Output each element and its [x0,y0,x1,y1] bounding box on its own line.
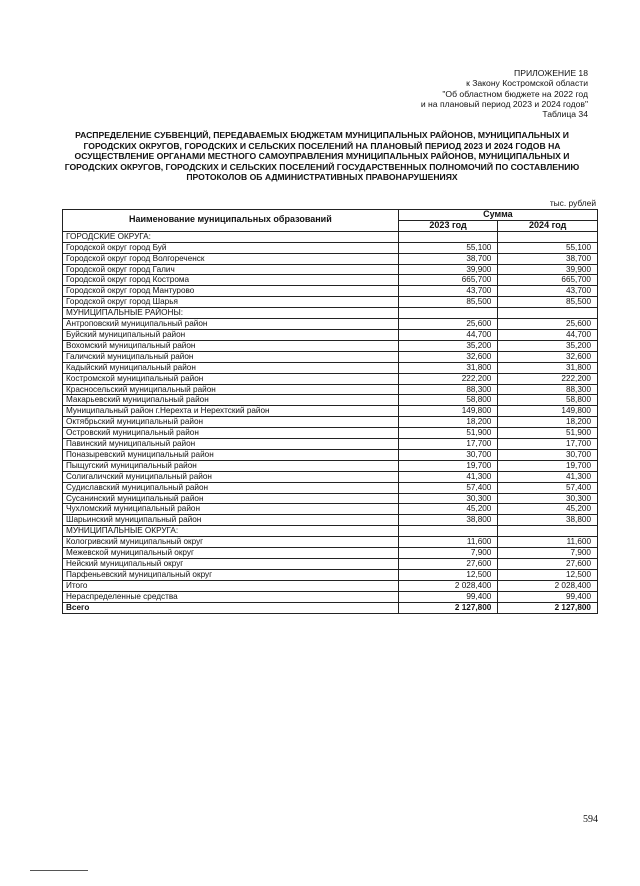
row-value-2023: 35,200 [398,340,498,351]
table-header-row [63,210,598,221]
row-value-2023: 222,200 [398,373,498,384]
row-value-2024: 88,300 [498,384,598,395]
table-row [63,482,598,493]
row-value-2023: 38,800 [398,515,498,526]
row-name: Парфеньевский муниципальный округ [63,569,399,580]
table-row [63,417,598,428]
table-row [63,493,598,504]
table-row [63,395,598,406]
row-name: Макарьевский муниципальный район [63,395,399,406]
row-value-2024: 38,700 [498,253,598,264]
table-row [63,231,598,242]
table-row [63,253,598,264]
table-row [63,264,598,275]
row-value-2024: 99,400 [498,591,598,602]
row-value-2023 [398,526,498,537]
row-value-2023: 85,500 [398,297,498,308]
table-row [63,428,598,439]
row-name: Городской округ город Волгореченск [63,253,399,264]
table-row [63,569,598,580]
row-value-2023: 41,300 [398,471,498,482]
row-value-2024: 11,600 [498,537,598,548]
document-title: РАСПРЕДЕЛЕНИЕ СУБВЕНЦИЙ, ПЕРЕДАВАЕМЫХ БЮДЖЕТАМ МУНИЦИПАЛЬНЫХ РАЙОНОВ, МУНИЦИПАЛЬНЫХ И ГОРОДСКИХ ОКРУГОВ, ГОРОДСКИХ И СЕЛЬСКИХ ПОСЕЛЕНИЙ НА ПЛАНОВЫЙ ПЕРИОД 2023 И 2024 ГОДОВ НА ОСУЩЕСТВЛЕНИЕ ОРГАНАМИ МЕСТНОГО САМОУПРАВЛЕНИЯ МУНИЦИПАЛЬНЫХ РАЙОНОВ, МУНИЦИПАЛЬНЫХ И ГОРОДСКИХ ОКРУГОВ, ГОРОДСКИХ И СЕЛЬСКИХ ПОСЕЛЕНИЙ ГОСУДАРСТВЕННЫХ ПОЛНОМОЧИЙ ПО СОСТАВЛЕНИЮ ПРОТОКОЛОВ ОБ АДМИНИСТРАТИВНЫХ ПРАВОНАРУШЕНИЯХ [64,130,580,183]
table-row [63,548,598,559]
table-row [63,471,598,482]
column-header-name: Наименование муниципальных образований [63,210,399,232]
row-value-2024: 39,900 [498,264,598,275]
row-name: Костромской муниципальный район [63,373,399,384]
row-value-2023: 7,900 [398,548,498,559]
appendix-number: ПРИЛОЖЕНИЕ 18 [514,68,588,78]
row-value-2023: 30,700 [398,449,498,460]
row-name: Чухломский муниципальный район [63,504,399,515]
row-value-2023: 51,900 [398,428,498,439]
table-row [63,449,598,460]
row-name: Межевской муниципальный округ [63,548,399,559]
table-row [63,504,598,515]
row-value-2024: 12,500 [498,569,598,580]
row-value-2024: 85,500 [498,297,598,308]
row-value-2023: 18,200 [398,417,498,428]
row-value-2023: 2 127,800 [398,602,498,613]
table-row [63,319,598,330]
row-value-2024 [498,231,598,242]
row-name: Нераспределенные средства [63,591,399,602]
table-row [63,340,598,351]
row-value-2024 [498,526,598,537]
row-name: Поназыревский муниципальный район [63,449,399,460]
table-row [63,591,598,602]
row-name: Сусанинский муниципальный район [63,493,399,504]
row-value-2024: 44,700 [498,329,598,340]
row-name: Красносельский муниципальный район [63,384,399,395]
row-name: Октябрьский муниципальный район [63,417,399,428]
table-row [63,308,598,319]
row-value-2023: 31,800 [398,362,498,373]
row-value-2023: 38,700 [398,253,498,264]
row-value-2024: 38,800 [498,515,598,526]
row-value-2024: 55,100 [498,242,598,253]
row-value-2024: 30,300 [498,493,598,504]
table-row [63,526,598,537]
row-value-2023: 88,300 [398,384,498,395]
row-name: Городской округ город Кострома [63,275,399,286]
row-name: Городской округ город Галич [63,264,399,275]
appendix-header [288,68,588,119]
appendix-law-ref: к Закону Костромской области [466,78,588,89]
row-name: Кологривский муниципальный округ [63,537,399,548]
row-value-2023: 149,800 [398,406,498,417]
table-row [63,406,598,417]
row-name: Вохомский муниципальный район [63,340,399,351]
column-header-2024: 2024 год [498,220,598,231]
row-value-2024: 41,300 [498,471,598,482]
row-value-2024: 665,700 [498,275,598,286]
row-value-2023: 2 028,400 [398,580,498,591]
row-value-2023: 11,600 [398,537,498,548]
row-value-2024: 30,700 [498,449,598,460]
units-label: тыс. рублей [549,198,596,208]
appendix-law-period: и на плановый период 2023 и 2024 годов" [420,98,588,109]
row-name: Островский муниципальный район [63,428,399,439]
row-value-2023: 17,700 [398,439,498,450]
footer-rule [30,870,88,871]
table-row [63,515,598,526]
row-name: Шарьинский муниципальный район [63,515,399,526]
row-value-2024: 7,900 [498,548,598,559]
row-value-2023: 665,700 [398,275,498,286]
row-value-2024 [498,308,598,319]
row-value-2024: 35,200 [498,340,598,351]
row-value-2024: 58,800 [498,395,598,406]
table-row [63,580,598,591]
column-header-2023: 2023 год [398,220,498,231]
row-name: Антроповский муниципальный район [63,319,399,330]
row-name: Павинский муниципальный район [63,439,399,450]
row-value-2024: 57,400 [498,482,598,493]
row-value-2023: 39,900 [398,264,498,275]
row-value-2023: 12,500 [398,569,498,580]
row-name: Пыщугский муниципальный район [63,460,399,471]
row-name: Муниципальный район г.Нерехта и Нерехтский район [63,406,399,417]
row-value-2023: 55,100 [398,242,498,253]
table-row [63,329,598,340]
row-value-2023 [398,231,498,242]
row-name: Всего [63,602,399,613]
row-name: Городской округ город Мантурово [63,286,399,297]
table-row [63,559,598,570]
table-row [63,297,598,308]
row-value-2024: 2 028,400 [498,580,598,591]
row-value-2023: 45,200 [398,504,498,515]
row-name: Городской округ город Шарья [63,297,399,308]
row-name: МУНИЦИПАЛЬНЫЕ ОКРУГА: [63,526,399,537]
row-value-2024: 2 127,800 [498,602,598,613]
row-value-2023: 44,700 [398,329,498,340]
row-value-2024: 25,600 [498,319,598,330]
row-value-2024: 18,200 [498,417,598,428]
row-name: Галичский муниципальный район [63,351,399,362]
table-row [63,242,598,253]
row-value-2023 [398,308,498,319]
row-value-2024: 45,200 [498,504,598,515]
row-name: Буйский муниципальный район [63,329,399,340]
row-value-2024: 149,800 [498,406,598,417]
table-row [63,460,598,471]
row-value-2023: 25,600 [398,319,498,330]
row-value-2024: 51,900 [498,428,598,439]
row-value-2023: 30,300 [398,493,498,504]
row-name: Кадыйский муниципальный район [63,362,399,373]
table-row [63,384,598,395]
row-value-2024: 27,600 [498,559,598,570]
subsidy-table [62,209,598,614]
row-name: Городской округ город Буй [63,242,399,253]
row-value-2023: 19,700 [398,460,498,471]
appendix-law-title: "Об областном бюджете на 2022 год [442,88,588,99]
row-name: Нейский муниципальный округ [63,559,399,570]
row-name: Судиславский муниципальный район [63,482,399,493]
table-row [63,362,598,373]
row-value-2024: 43,700 [498,286,598,297]
column-header-sum: Сумма [398,210,597,221]
row-value-2023: 58,800 [398,395,498,406]
row-value-2024: 222,200 [498,373,598,384]
table-row [63,537,598,548]
table-number: Таблица 34 [542,109,588,120]
row-name: ГОРОДСКИЕ ОКРУГА: [63,231,399,242]
table-row [63,351,598,362]
row-value-2023: 27,600 [398,559,498,570]
row-value-2023: 57,400 [398,482,498,493]
row-name: Солигаличский муниципальный район [63,471,399,482]
page-number: 594 [583,814,598,825]
table-row [63,373,598,384]
row-name: МУНИЦИПАЛЬНЫЕ РАЙОНЫ: [63,308,399,319]
row-value-2024: 31,800 [498,362,598,373]
table-row [63,602,598,613]
row-value-2024: 32,600 [498,351,598,362]
row-name: Итого [63,580,399,591]
table-body [63,231,598,613]
table-row [63,439,598,450]
row-value-2024: 19,700 [498,460,598,471]
row-value-2023: 32,600 [398,351,498,362]
row-value-2023: 43,700 [398,286,498,297]
table-row [63,286,598,297]
table-row [63,275,598,286]
row-value-2024: 17,700 [498,439,598,450]
row-value-2023: 99,400 [398,591,498,602]
